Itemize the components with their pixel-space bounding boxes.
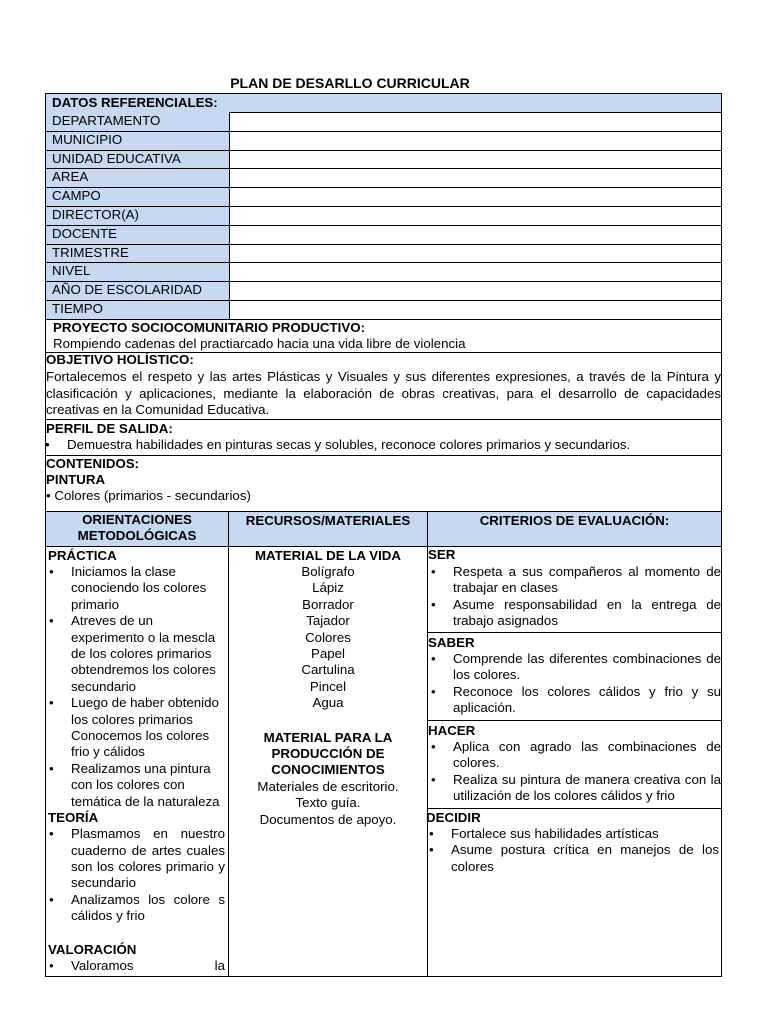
teoria-item: • Analizamos los colore s cálidos y frio <box>46 892 225 925</box>
material-produccion-item: Materiales de escritorio. <box>257 778 399 794</box>
perfil-list <box>42 437 712 453</box>
contenidos-sub: PINTURA <box>46 472 106 487</box>
objetivo-label: OBJETIVO HOLÍSTICO: <box>46 352 194 367</box>
practica-item: • Iniciamos la clase conociendo los colores primario <box>46 564 225 613</box>
referencial-label: TRIMESTRE <box>46 244 229 263</box>
referencial-label: NIVEL <box>46 262 229 281</box>
perfil-section <box>45 419 722 456</box>
criterios-column <box>428 546 721 875</box>
practica-list <box>46 564 227 810</box>
referencial-value-field[interactable] <box>230 225 721 244</box>
referenciales-table <box>45 93 722 320</box>
material-vida-item: Colores <box>305 629 351 645</box>
practica-item: • Atreves de un experimento o la mescla de los colores primarios obtendremos los colores secundario <box>46 613 225 695</box>
material-vida-item: Lápiz <box>312 580 344 596</box>
referencial-label: UNIDAD EDUCATIVA <box>46 150 229 169</box>
referencial-value-field[interactable] <box>230 168 721 187</box>
referencial-label: CAMPO <box>46 187 229 206</box>
decidir-criterion: • Asume postura crítica en manejos de los colores <box>426 842 719 875</box>
material-vida-item: Bolígrafo <box>301 564 355 579</box>
saber-criterion: • Comprende las diferentes combinaciones de los colores. <box>428 651 721 684</box>
ser-criterion: • Respeta a sus compañeros al momento de trabajar en clases <box>428 564 721 597</box>
decidir-criterion: • Fortalece sus habilidades artísticas <box>426 826 719 842</box>
proyecto-section <box>45 319 722 353</box>
referencial-value-field[interactable] <box>230 206 721 225</box>
material-vida-item: Borrador <box>302 596 354 612</box>
hacer-block <box>428 720 721 808</box>
referencial-label: TIEMPO <box>46 300 229 319</box>
referencial-value-field[interactable] <box>230 131 721 150</box>
col-orientaciones-header: ORIENTACIONES METODOLÓGICAS <box>46 512 228 546</box>
saber-criterion: • Reconoce los colores cálidos y frio y su aplicación. <box>428 684 721 717</box>
document-title: PLAN DE DESARLLO CURRICULAR <box>230 75 470 91</box>
referenciales-header: DATOS REFERENCIALES: <box>46 94 721 112</box>
referencial-label: AÑO DE ESCOLARIDAD <box>46 281 229 300</box>
referencial-value-field[interactable] <box>230 300 721 319</box>
material-vida-item: Papel <box>310 646 345 662</box>
material-vida-label: MATERIAL DE LA VIDA <box>254 548 402 563</box>
decidir-block <box>426 808 721 875</box>
valoracion-label: VALORACIÓN <box>48 941 137 957</box>
referencial-value-field[interactable] <box>230 244 721 263</box>
contenidos-section <box>45 455 722 512</box>
material-vida-list <box>229 564 427 712</box>
hacer-list <box>428 739 721 805</box>
planning-table <box>45 511 722 977</box>
saber-list <box>428 651 721 717</box>
recursos-column <box>229 547 427 828</box>
referencial-value-field[interactable] <box>230 187 721 206</box>
referencial-label: DOCENTE <box>46 225 229 244</box>
valoracion-list <box>46 958 227 974</box>
material-produccion-item: Documentos de apoyo. <box>259 811 397 827</box>
material-produccion-item: Texto guía. <box>295 795 361 811</box>
orientaciones-column <box>46 547 227 974</box>
decidir-label: DECIDIR <box>426 810 481 825</box>
col-criterios-header: CRITERIOS DE EVALUACIÓN: <box>428 512 721 546</box>
material-vida-item: Tajador <box>306 613 350 629</box>
teoria-item: • Plasmamos en nuestro cuaderno de artes cuales son los colores primario y secundario <box>46 826 225 892</box>
proyecto-text: Rompiendo cadenas del practiarcado hacia una vida libre de violencia <box>53 336 466 351</box>
referencial-value-field[interactable] <box>230 112 721 131</box>
objetivo-text: Fortalecemos el respeto y las artes Plásticas y Visuales y sus diferentes expresiones, a través de la Pintura y clasificación y aplicaciones, mediante la elaboración de obras creativas, para el desarrollo de capacidades creativas en la Comunidad Educativa. <box>46 369 721 417</box>
teoria-list <box>46 826 227 924</box>
valoracion-item: • Valoramos la <box>46 958 225 974</box>
material-produccion-label: MATERIAL PARA LA PRODUCCIÓN DE CONOCIMIENTOS <box>263 729 393 778</box>
perfil-bullet: • Demuestra habilidades en pinturas secas y solubles, reconoce colores primarios y secundarios. <box>42 437 712 453</box>
referencial-value-field[interactable] <box>230 281 721 300</box>
material-vida-item: Pincel <box>309 678 347 694</box>
ser-list <box>428 564 721 630</box>
contenidos-label: CONTENIDOS: <box>46 456 140 471</box>
hacer-criterion: • Realiza su pintura de manera creativa con la utilización de los colores cálidos y frio <box>428 772 721 805</box>
hacer-label: HACER <box>428 723 476 738</box>
practica-item: • Realizamos una pintura con los colores con temática de la naturaleza <box>46 761 225 810</box>
ser-criterion: • Asume responsabilidad en la entrega de trabajo asignados <box>428 597 721 630</box>
material-vida-item: Cartulina <box>301 662 355 678</box>
referencial-label: AREA <box>46 168 229 187</box>
saber-block <box>428 632 721 720</box>
teoria-label: TEORÍA <box>48 810 99 826</box>
referencial-label: DIRECTOR(A) <box>46 206 229 225</box>
referencial-value-field[interactable] <box>230 262 721 281</box>
practica-item: • Luego de haber obtenido los colores primarios Conocemos los colores frio y cálidos <box>46 695 225 761</box>
objetivo-section <box>45 352 722 420</box>
col-recursos-header: RECURSOS/MATERIALES <box>229 512 427 546</box>
hacer-criterion: • Aplica con agrado las combinaciones de colores. <box>428 739 721 772</box>
referencial-label: DEPARTAMENTO <box>46 112 229 131</box>
saber-label: SABER <box>428 635 475 650</box>
referencial-label: MUNICIPIO <box>46 131 229 150</box>
ser-block <box>428 546 721 632</box>
decidir-list <box>426 826 721 875</box>
material-vida-item: Agua <box>312 695 344 711</box>
proyecto-label: PROYECTO SOCIOCOMUNITARIO PRODUCTIVO: <box>53 320 365 335</box>
referencial-value-field[interactable] <box>230 150 721 169</box>
practica-label: PRÁCTICA <box>48 548 117 563</box>
ser-label: SER <box>428 547 456 562</box>
perfil-label: PERFIL DE SALIDA: <box>46 421 173 436</box>
material-produccion-list <box>229 779 427 828</box>
contenidos-item: • Colores (primarios - secundarios) <box>46 488 251 503</box>
